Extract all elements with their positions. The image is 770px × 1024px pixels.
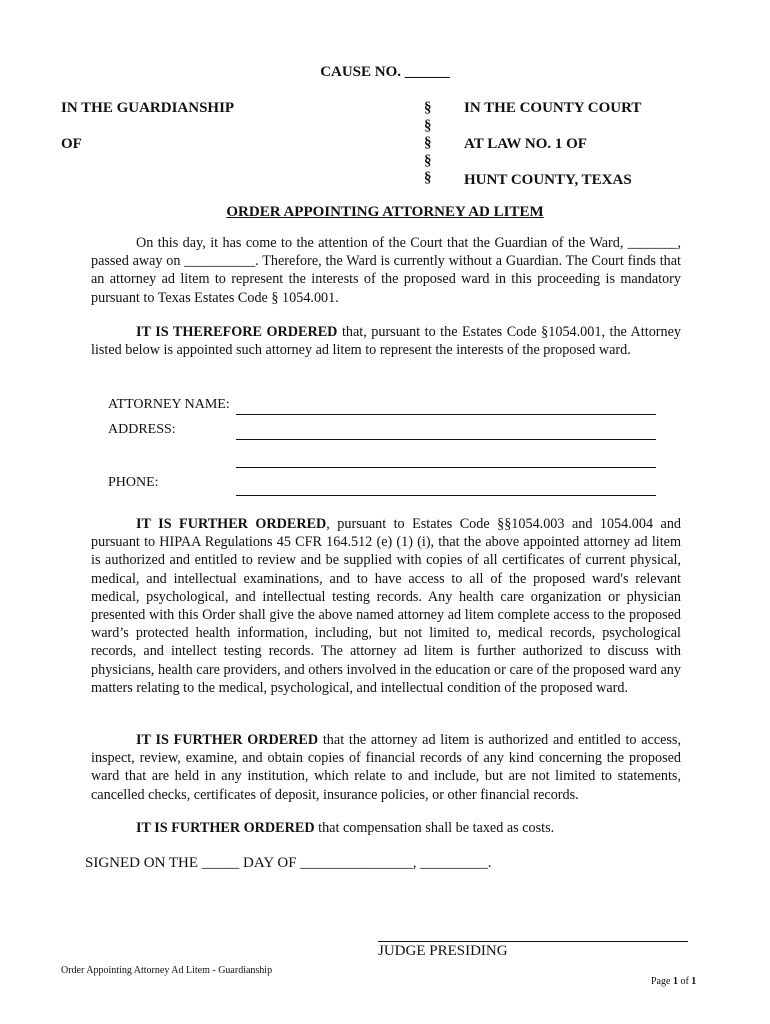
- section-symbol: §: [424, 135, 432, 151]
- caption-left-line1: IN THE GUARDIANSHIP: [61, 100, 235, 116]
- attorney-name-line: [236, 414, 656, 415]
- address-line-2: [236, 467, 656, 468]
- order-lead: IT IS FURTHER ORDERED: [136, 516, 327, 532]
- order-lead: IT IS THEREFORE ORDERED: [136, 324, 338, 340]
- paragraph-notice: [91, 234, 681, 307]
- order-lead: IT IS FURTHER ORDERED: [136, 732, 319, 748]
- page-prefix: Page: [651, 976, 673, 987]
- phone-line: [236, 495, 656, 496]
- paragraph-hipaa-text: , pursuant to Estates Code §§1054.003 and 1054.004 and pursuant to HIPAA Regulations 45 CFR 164.512 (e) (1) (i), that the above appointed attorney ad litem is authorized and entitled to review and be supplied with copies of all certificates of current physical, medical, and intellectual examinations, and to have access to all of the proposed ward's relevant medical, psychological, and intellectual testing records. Any health care organization or physician presented with this Order shall give the above named attorney ad litem complete access to the proposed ward’s protected health information, including, but not limited to, medical records, psychological records, and intellect testing records. The attorney ad litem is further authorized to discuss with physicians, health care providers, and others involved in the education or care of the proposed ward any matters relating to the medical, psychological, and intellectual condition of the proposed ward.: [91, 516, 682, 696]
- paragraph-financial-text: that the attorney ad litem is authorized and entitled to access, inspect, review, examine, and obtain copies of financial records of any kind concerning the proposed ward that are held in any institution, which relate to and include, but are not limited to statements, cancelled checks, certificates of deposit, insurance policies, or other financial records.: [91, 732, 681, 803]
- page-of: of: [677, 976, 692, 987]
- caption-right-line1: IN THE COUNTY COURT: [464, 100, 642, 116]
- signed-on-line: SIGNED ON THE _____ DAY OF _______________, _________.: [85, 855, 492, 871]
- attorney-name-label: ATTORNEY NAME:: [108, 397, 230, 412]
- paragraph-hipaa: [91, 515, 681, 697]
- section-symbol-column: [424, 100, 432, 188]
- address-line-1: [236, 439, 656, 440]
- cause-number: CAUSE NO. ______: [320, 64, 450, 80]
- paragraph-compensation: [91, 819, 681, 837]
- footer-page-number: [651, 976, 696, 987]
- address-label: ADDRESS:: [108, 422, 176, 437]
- phone-label: PHONE:: [108, 475, 159, 490]
- section-symbol: §: [424, 170, 432, 186]
- paragraph-appointment-text: that, pursuant to the Estates Code §1054.001, the Attorney listed below is appointed such attorney ad litem to represent the interests of the proposed ward.: [91, 324, 681, 359]
- section-symbol: §: [424, 117, 432, 134]
- paragraph-compensation-text: that compensation shall be taxed as costs.: [314, 820, 555, 836]
- paragraph-appointment: [91, 323, 681, 359]
- paragraph-notice-text: On this day, it has come to the attention of the Court that the Guardian of the Ward, _______, passed away on __________. Therefore, the Ward is currently without a Guardian. The Court finds that an attorney ad litem to represent the interests of the proposed ward in this proceeding is mandatory pursuant to Texas Estates Code § 1054.001.: [91, 235, 681, 306]
- section-symbol: §: [424, 100, 432, 116]
- caption-right-line2: AT LAW NO. 1 OF: [464, 136, 587, 152]
- judge-signature-line: [378, 941, 688, 942]
- paragraph-financial: [91, 731, 681, 804]
- caption-right-line3: HUNT COUNTY, TEXAS: [464, 172, 632, 188]
- document-title: ORDER APPOINTING ATTORNEY AD LITEM: [226, 204, 544, 220]
- judge-presiding-label: JUDGE PRESIDING: [378, 943, 508, 959]
- section-symbol: §: [424, 152, 432, 169]
- footer-document-name: Order Appointing Attorney Ad Litem - Guardianship: [61, 965, 273, 976]
- page-current: 1: [672, 976, 678, 987]
- page-total: 1: [691, 976, 697, 987]
- caption-left-line2: OF: [61, 136, 82, 152]
- order-lead: IT IS FURTHER ORDERED: [136, 820, 315, 836]
